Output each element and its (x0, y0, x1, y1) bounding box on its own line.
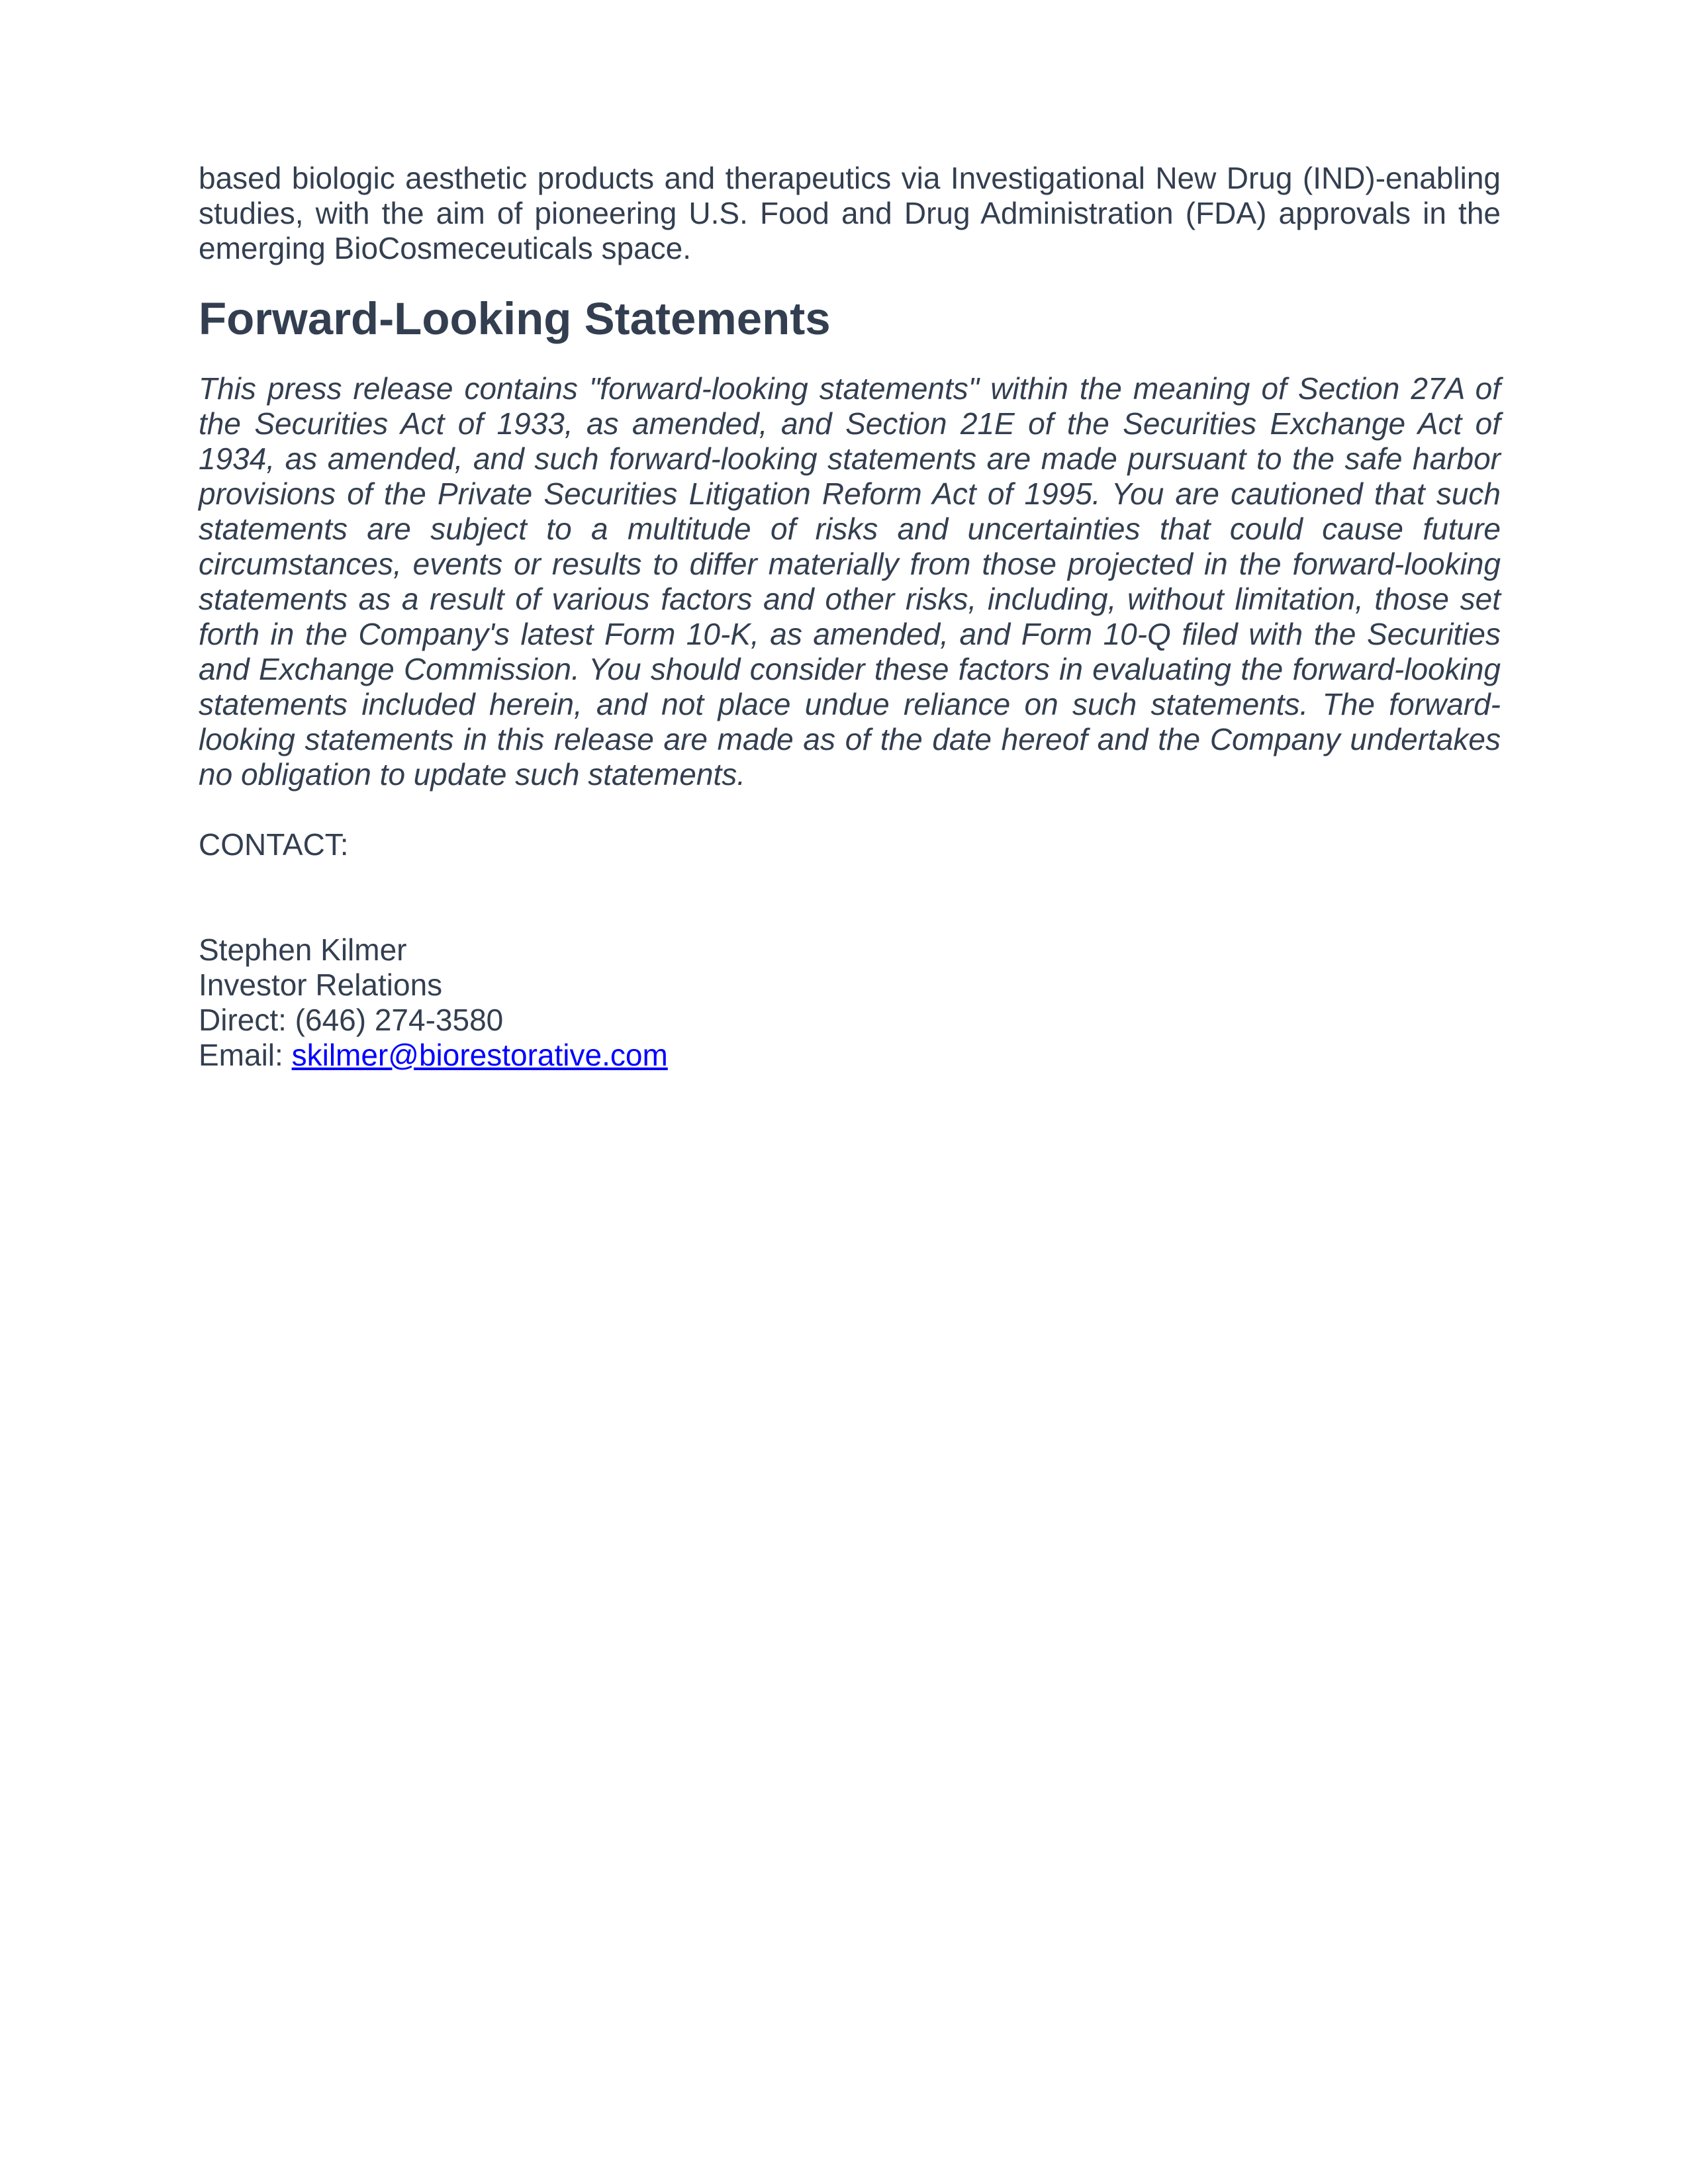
contact-label: CONTACT: (199, 827, 349, 862)
contact-title: Investor Relations (199, 968, 443, 1002)
contact-email-link[interactable]: skilmer@biorestorative.com (291, 1038, 668, 1072)
document-body (199, 161, 1501, 1073)
contact-block (199, 933, 1501, 1073)
forward-looking-paragraph: This press release contains "forward-looking statements" within the meaning of Section 27A of the Securities Act of 1933, as amended, and Section 21E of the Securities Exchange Act of 1934, as amended, and such forward-looking statements are made pursuant to the safe harbor provisions of the Private Securities Litigation Reform Act of 1995. You are cautioned that such statements are subject to a multitude of risks and uncertainties that could cause future circumstances, events or results to differ materially from those projected in the forward-looking statements as a result of various factors and other risks, including, without limitation, those set forth in the Company's latest Form 10-K, as amended, and Form 10-Q filed with the Securities and Exchange Commission. You should consider these factors in evaluating the forward-looking statements included herein, and not place undue reliance on such statements. The forward-looking statements in this release are made as of the date hereof and the Company undertakes no obligation to update such statements. (199, 371, 1501, 792)
intro-paragraph: based biologic aesthetic products and therapeutics via Investigational New Drug (IND)-enabling studies, with the aim of pioneering U.S. Food and Drug Administration (FDA) approvals in the emerging BioCosmeceuticals space. (199, 161, 1501, 265)
contact-phone: Direct: (646) 274-3580 (199, 1003, 504, 1037)
contact-email-label: Email: (199, 1038, 292, 1072)
contact-email-line (199, 1038, 1501, 1073)
contact-name: Stephen Kilmer (199, 933, 407, 967)
forward-looking-statements-heading: Forward-Looking Statements (199, 293, 831, 344)
